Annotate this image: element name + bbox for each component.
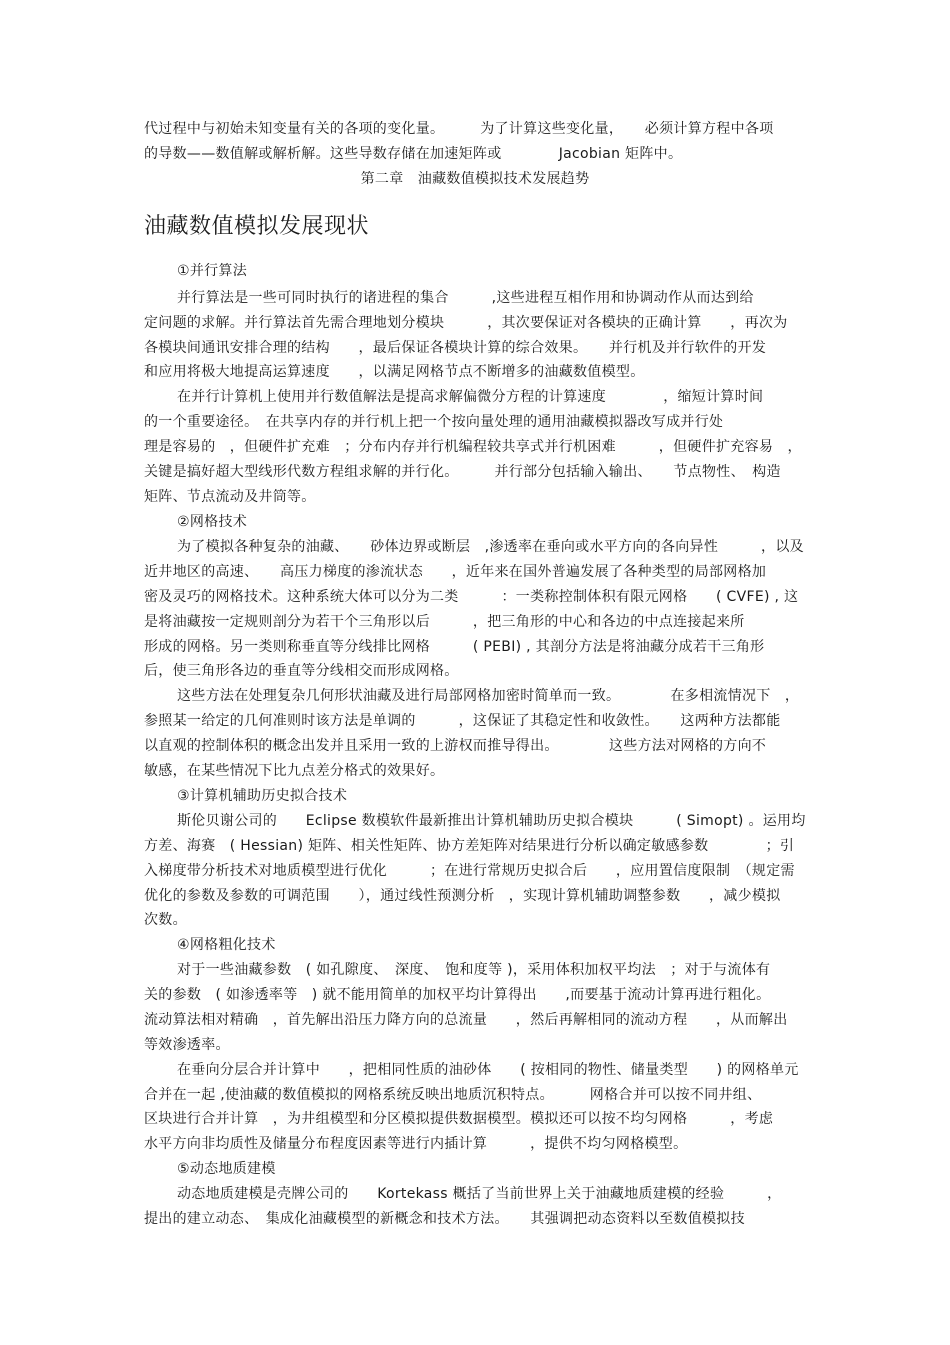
text-line: 水平方向非均质性及储量分布程度因素等进行内插计算 ，提供不均匀网格模型。 xyxy=(144,1136,688,1152)
text-line: 区块进行合并计算 ，为井组模型和分区模拟提供数据模型。模拟还可以按不均匀网格 ，考虑 xyxy=(144,1111,774,1127)
text-line: 是将油藏按一定规则剖分为若干个三角形以后 ，把三角形的中心和各边的中点连接起来所 xyxy=(144,614,745,630)
text-line: 后，使三角形各边的垂直等分线相交而形成网格。 xyxy=(144,663,459,679)
text-line: 敏感，在某些情况下比九点差分格式的效果好。 xyxy=(144,763,445,779)
text-line: 次数。 xyxy=(144,912,187,928)
text-line: 形成的网格。另一类则称垂直等分线排比网格 ( PEBI) , 其剖分方法是将油藏分成若干三角形 xyxy=(144,639,765,655)
text-line: 的一个重要途径。 在共享内存的并行机上把一个按向量处理的通用油藏模拟器改写成并行处 xyxy=(144,414,724,430)
text-line: 斯伦贝谢公司的 Eclipse 数模软件最新推出计算机辅助历史拟合模块 ( Simopt) 。运用均 xyxy=(177,813,806,829)
text-line: 以直观的控制体积的概念出发并且采用一致的上游权而推导得出。 这些方法对网格的方向不 xyxy=(144,738,767,754)
text-line: 方差、海赛 ( Hessian) 矩阵、相关性矩阵、协方差矩阵对结果进行分析以确定敏感参数 ；引 xyxy=(144,838,795,854)
subsection-heading: ③计算机辅助历史拟合技术 xyxy=(177,788,348,804)
text-line: 等效渗透率。 xyxy=(144,1037,230,1053)
text-line: 各模块间通讯安排合理的结构 ，最后保证各模块计算的综合效果。 并行机及并行软件的开发 xyxy=(144,340,767,356)
subsection-heading: ⑤动态地质建模 xyxy=(177,1161,276,1177)
text-line: 合并在一起 ,使油藏的数值模拟的网格系统反映出地质沉积特点。 网格合并可以按不同井组、 xyxy=(144,1087,762,1103)
text-line: 为了模拟各种复杂的油藏、 砂体边界或断层 ,渗透率在垂向或水平方向的各向异性 ，以及 xyxy=(177,539,804,555)
chapter-title: 第二章 油藏数值模拟技术发展趋势 xyxy=(360,171,590,187)
text-line: 定问题的求解。并行算法首先需合理地划分模块 ，其次要保证对各模块的正确计算 ，再次为 xyxy=(144,315,788,331)
text-line: 近井地区的高速、 高压力梯度的渗流状态 ，近年来在国外普遍发展了各种类型的局部网格加 xyxy=(144,564,767,580)
text-line: 对于一些油藏参数 ( 如孔隙度、 深度、 饱和度等 )，采用体积加权平均法 ；对于与流体有 xyxy=(177,962,771,978)
text-line: 参照某一给定的几何准则时该方法是单调的 ，这保证了其稳定性和收敛性。 这两种方法都能 xyxy=(144,713,781,729)
text-line: 流动算法相对精确 ，首先解出沿压力降方向的总流量 ，然后再解相同的流动方程 ，从而解出 xyxy=(144,1012,788,1028)
text-line: 代过程中与初始未知变量有关的各项的变化量。 为了计算这些变化量， 必须计算方程中各项 xyxy=(144,121,774,137)
text-line: 关键是搞好超大型线形代数方程组求解的并行化。 并行部分包括输入输出、 节点物性、 构造 xyxy=(144,464,781,480)
text-line: 动态地质建模是壳牌公司的 Kortekass 概括了当前世界上关于油藏地质建模的经验 ， xyxy=(177,1186,782,1202)
subsection-heading: ④网格粗化技术 xyxy=(177,937,276,953)
text-line: 在垂向分层合并计算中 ，把相同性质的油砂体 ( 按相同的物性、储量类型 ) 的网格单元 xyxy=(177,1062,799,1078)
text-line: 优化的参数及参数的可调范围 ），通过线性预测分析 ，实现计算机辅助调整参数 ，减少模拟 xyxy=(144,888,781,904)
text-line: 这些方法在处理复杂几何形状油藏及进行局部网格加密时简单而一致。 在多相流情况下 ， xyxy=(177,688,800,704)
subsection-heading: ②网格技术 xyxy=(177,514,248,530)
text-line: 关的参数 ( 如渗透率等 ) 就不能用简单的加权平均计算得出 ,而要基于流动计算再进行粗化。 xyxy=(144,987,771,1003)
text-line: 的导数——数值解或解析解。这些导数存储在加速矩阵或 Jacobian 矩阵中。 xyxy=(144,146,683,162)
section-heading: 油藏数值模拟发展现状 xyxy=(144,214,370,239)
text-line: 矩阵、节点流动及井筒等。 xyxy=(144,489,316,505)
text-line: 入梯度带分析技术对地质模型进行优化 ；在进行常规历史拟合后 ，应用置信度限制 （规定需 xyxy=(144,863,795,879)
text-line: 和应用将极大地提高运算速度 ，以满足网格节点不断增多的油藏数值模型。 xyxy=(144,364,645,380)
text-line: 并行算法是一些可同时执行的诸进程的集合 ,这些进程互相作用和协调动作从而达到给 xyxy=(177,290,754,306)
text-line: 提出的建立动态、 集成化油藏模型的新概念和技术方法。 其强调把动态资料以至数值模拟技 xyxy=(144,1211,745,1227)
text-line: 理是容易的 ，但硬件扩充难 ；分布内存并行机编程较共享式并行机困难 ，但硬件扩充容易 ， xyxy=(144,439,802,455)
text-line: 在并行计算机上使用并行数值解法是提高求解偏微分方程的计算速度 ，缩短计算时间 xyxy=(177,389,764,405)
text-line: 密及灵巧的网格技术。这种系统大体可以分为二类 ：一类称控制体积有限元网格 ( CVFE) , 这 xyxy=(144,589,799,605)
subsection-heading: ①并行算法 xyxy=(177,263,248,279)
